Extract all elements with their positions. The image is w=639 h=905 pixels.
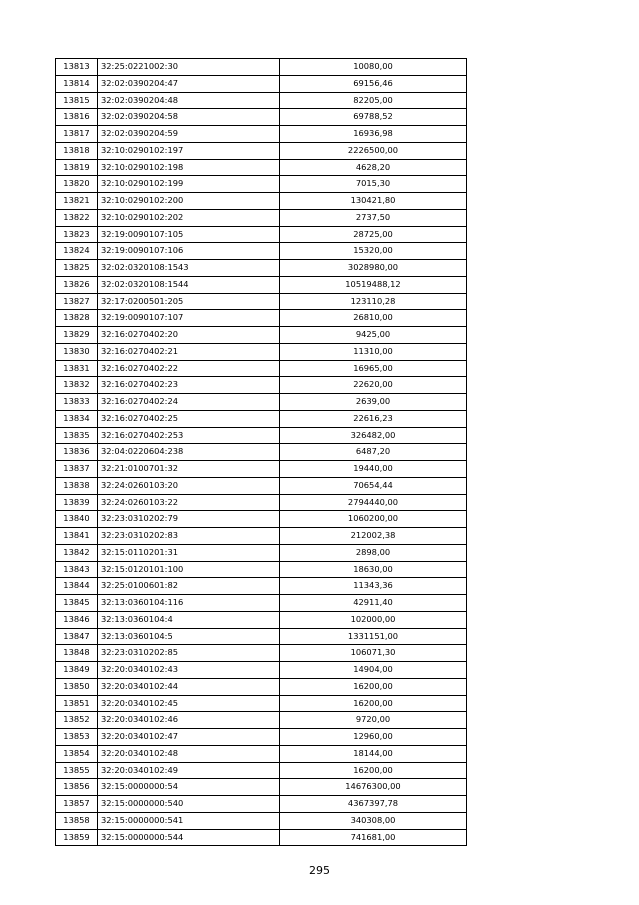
row-number-cell: 13831 bbox=[56, 360, 98, 377]
value-cell: 28725,00 bbox=[280, 226, 467, 243]
table-row bbox=[56, 645, 467, 662]
value-cell: 15320,00 bbox=[280, 243, 467, 260]
row-number-cell: 13846 bbox=[56, 611, 98, 628]
row-number-cell: 13821 bbox=[56, 193, 98, 210]
value-cell: 19440,00 bbox=[280, 461, 467, 478]
row-number-cell: 13856 bbox=[56, 779, 98, 796]
table-row bbox=[56, 209, 467, 226]
table-row bbox=[56, 796, 467, 813]
row-number-cell: 13829 bbox=[56, 327, 98, 344]
table-row bbox=[56, 260, 467, 277]
table-row bbox=[56, 712, 467, 729]
cadastral-number-cell: 32:02:0320108:1543 bbox=[98, 260, 280, 277]
table-row bbox=[56, 427, 467, 444]
value-cell: 16936,98 bbox=[280, 126, 467, 143]
value-cell: 18630,00 bbox=[280, 561, 467, 578]
cadastral-number-cell: 32:02:0390204:58 bbox=[98, 109, 280, 126]
row-number-cell: 13815 bbox=[56, 92, 98, 109]
value-cell: 22620,00 bbox=[280, 377, 467, 394]
cadastral-number-cell: 32:20:0340102:47 bbox=[98, 729, 280, 746]
table-row bbox=[56, 327, 467, 344]
value-cell: 4367397,78 bbox=[280, 796, 467, 813]
value-cell: 14904,00 bbox=[280, 662, 467, 679]
row-number-cell: 13842 bbox=[56, 544, 98, 561]
page-number: 295 bbox=[309, 864, 330, 877]
value-cell: 2226500,00 bbox=[280, 142, 467, 159]
value-cell: 16200,00 bbox=[280, 762, 467, 779]
table-row bbox=[56, 444, 467, 461]
cadastral-number-cell: 32:15:0000000:541 bbox=[98, 812, 280, 829]
table-row bbox=[56, 59, 467, 76]
cadastral-number-cell: 32:02:0390204:47 bbox=[98, 75, 280, 92]
table-row bbox=[56, 310, 467, 327]
row-number-cell: 13840 bbox=[56, 511, 98, 528]
row-number-cell: 13814 bbox=[56, 75, 98, 92]
value-cell: 11343,36 bbox=[280, 578, 467, 595]
row-number-cell: 13849 bbox=[56, 662, 98, 679]
table-row bbox=[56, 561, 467, 578]
cadastral-number-cell: 32:19:0090107:107 bbox=[98, 310, 280, 327]
value-cell: 16200,00 bbox=[280, 695, 467, 712]
cadastral-number-cell: 32:19:0090107:106 bbox=[98, 243, 280, 260]
value-cell: 2639,00 bbox=[280, 394, 467, 411]
row-number-cell: 13859 bbox=[56, 829, 98, 846]
cadastral-number-cell: 32:17:0200501:205 bbox=[98, 293, 280, 310]
value-cell: 6487,20 bbox=[280, 444, 467, 461]
value-cell: 2737,50 bbox=[280, 209, 467, 226]
row-number-cell: 13825 bbox=[56, 260, 98, 277]
table-row bbox=[56, 745, 467, 762]
table-row bbox=[56, 494, 467, 511]
row-number-cell: 13813 bbox=[56, 59, 98, 76]
table-row bbox=[56, 193, 467, 210]
row-number-cell: 13844 bbox=[56, 578, 98, 595]
table-row bbox=[56, 109, 467, 126]
value-cell: 16965,00 bbox=[280, 360, 467, 377]
row-number-cell: 13824 bbox=[56, 243, 98, 260]
row-number-cell: 13836 bbox=[56, 444, 98, 461]
cadastral-number-cell: 32:04:0220604:238 bbox=[98, 444, 280, 461]
value-cell: 14676300,00 bbox=[280, 779, 467, 796]
cadastral-number-cell: 32:24:0260103:20 bbox=[98, 477, 280, 494]
cadastral-number-cell: 32:16:0270402:25 bbox=[98, 410, 280, 427]
cadastral-number-cell: 32:10:0290102:197 bbox=[98, 142, 280, 159]
row-number-cell: 13843 bbox=[56, 561, 98, 578]
table-row bbox=[56, 276, 467, 293]
cadastral-number-cell: 32:16:0270402:22 bbox=[98, 360, 280, 377]
table-row bbox=[56, 477, 467, 494]
cadastral-number-cell: 32:19:0090107:105 bbox=[98, 226, 280, 243]
cadastral-number-cell: 32:02:0320108:1544 bbox=[98, 276, 280, 293]
row-number-cell: 13819 bbox=[56, 159, 98, 176]
table-row bbox=[56, 226, 467, 243]
cadastral-number-cell: 32:15:0000000:54 bbox=[98, 779, 280, 796]
cadastral-number-cell: 32:23:0310202:83 bbox=[98, 528, 280, 545]
cadastral-number-cell: 32:23:0310202:79 bbox=[98, 511, 280, 528]
value-cell: 4628,20 bbox=[280, 159, 467, 176]
value-cell: 26810,00 bbox=[280, 310, 467, 327]
cadastral-number-cell: 32:25:0100601:82 bbox=[98, 578, 280, 595]
cadastral-number-cell: 32:16:0270402:24 bbox=[98, 394, 280, 411]
row-number-cell: 13834 bbox=[56, 410, 98, 427]
registry-table bbox=[55, 58, 467, 846]
table-row bbox=[56, 410, 467, 427]
table-row bbox=[56, 159, 467, 176]
table-row bbox=[56, 762, 467, 779]
cadastral-number-cell: 32:25:0221002:30 bbox=[98, 59, 280, 76]
value-cell: 106071,30 bbox=[280, 645, 467, 662]
row-number-cell: 13855 bbox=[56, 762, 98, 779]
value-cell: 10080,00 bbox=[280, 59, 467, 76]
table-row bbox=[56, 662, 467, 679]
value-cell: 12960,00 bbox=[280, 729, 467, 746]
cadastral-number-cell: 32:15:0000000:544 bbox=[98, 829, 280, 846]
table-row bbox=[56, 544, 467, 561]
value-cell: 2794440,00 bbox=[280, 494, 467, 511]
row-number-cell: 13858 bbox=[56, 812, 98, 829]
row-number-cell: 13854 bbox=[56, 745, 98, 762]
cadastral-number-cell: 32:13:0360104:5 bbox=[98, 628, 280, 645]
cadastral-number-cell: 32:16:0270402:23 bbox=[98, 377, 280, 394]
row-number-cell: 13826 bbox=[56, 276, 98, 293]
cadastral-number-cell: 32:23:0310202:85 bbox=[98, 645, 280, 662]
row-number-cell: 13848 bbox=[56, 645, 98, 662]
value-cell: 340308,00 bbox=[280, 812, 467, 829]
table-row bbox=[56, 377, 467, 394]
registry-table-body bbox=[56, 59, 467, 846]
value-cell: 2898,00 bbox=[280, 544, 467, 561]
value-cell: 3028980,00 bbox=[280, 260, 467, 277]
table-row bbox=[56, 343, 467, 360]
table-row bbox=[56, 611, 467, 628]
cadastral-number-cell: 32:13:0360104:4 bbox=[98, 611, 280, 628]
row-number-cell: 13838 bbox=[56, 477, 98, 494]
cadastral-number-cell: 32:10:0290102:199 bbox=[98, 176, 280, 193]
value-cell: 1060200,00 bbox=[280, 511, 467, 528]
row-number-cell: 13832 bbox=[56, 377, 98, 394]
value-cell: 9720,00 bbox=[280, 712, 467, 729]
cadastral-number-cell: 32:16:0270402:253 bbox=[98, 427, 280, 444]
table-row bbox=[56, 394, 467, 411]
table-row bbox=[56, 528, 467, 545]
cadastral-number-cell: 32:02:0390204:59 bbox=[98, 126, 280, 143]
table-row bbox=[56, 176, 467, 193]
cadastral-number-cell: 32:20:0340102:49 bbox=[98, 762, 280, 779]
cadastral-number-cell: 32:15:0110201:31 bbox=[98, 544, 280, 561]
table-row bbox=[56, 812, 467, 829]
table-row bbox=[56, 578, 467, 595]
value-cell: 69156,46 bbox=[280, 75, 467, 92]
row-number-cell: 13857 bbox=[56, 796, 98, 813]
value-cell: 741681,00 bbox=[280, 829, 467, 846]
cadastral-number-cell: 32:16:0270402:20 bbox=[98, 327, 280, 344]
row-number-cell: 13833 bbox=[56, 394, 98, 411]
row-number-cell: 13851 bbox=[56, 695, 98, 712]
cadastral-number-cell: 32:24:0260103:22 bbox=[98, 494, 280, 511]
row-number-cell: 13845 bbox=[56, 595, 98, 612]
value-cell: 9425,00 bbox=[280, 327, 467, 344]
table-row bbox=[56, 293, 467, 310]
table-row bbox=[56, 75, 467, 92]
value-cell: 212002,38 bbox=[280, 528, 467, 545]
table-row bbox=[56, 829, 467, 846]
value-cell: 102000,00 bbox=[280, 611, 467, 628]
row-number-cell: 13847 bbox=[56, 628, 98, 645]
row-number-cell: 13828 bbox=[56, 310, 98, 327]
value-cell: 69788,52 bbox=[280, 109, 467, 126]
row-number-cell: 13827 bbox=[56, 293, 98, 310]
table-row bbox=[56, 729, 467, 746]
value-cell: 11310,00 bbox=[280, 343, 467, 360]
value-cell: 70654,44 bbox=[280, 477, 467, 494]
row-number-cell: 13850 bbox=[56, 678, 98, 695]
row-number-cell: 13839 bbox=[56, 494, 98, 511]
table-row bbox=[56, 511, 467, 528]
table-row bbox=[56, 779, 467, 796]
value-cell: 16200,00 bbox=[280, 678, 467, 695]
row-number-cell: 13841 bbox=[56, 528, 98, 545]
value-cell: 1331151,00 bbox=[280, 628, 467, 645]
row-number-cell: 13837 bbox=[56, 461, 98, 478]
value-cell: 10519488,12 bbox=[280, 276, 467, 293]
cadastral-number-cell: 32:20:0340102:48 bbox=[98, 745, 280, 762]
row-number-cell: 13816 bbox=[56, 109, 98, 126]
row-number-cell: 13820 bbox=[56, 176, 98, 193]
table-row bbox=[56, 92, 467, 109]
table-row bbox=[56, 142, 467, 159]
value-cell: 42911,40 bbox=[280, 595, 467, 612]
table-row bbox=[56, 678, 467, 695]
value-cell: 18144,00 bbox=[280, 745, 467, 762]
cadastral-number-cell: 32:21:0100701:32 bbox=[98, 461, 280, 478]
table-row bbox=[56, 243, 467, 260]
table-row bbox=[56, 126, 467, 143]
cadastral-number-cell: 32:20:0340102:43 bbox=[98, 662, 280, 679]
row-number-cell: 13852 bbox=[56, 712, 98, 729]
row-number-cell: 13823 bbox=[56, 226, 98, 243]
row-number-cell: 13817 bbox=[56, 126, 98, 143]
table-row bbox=[56, 360, 467, 377]
value-cell: 22616,23 bbox=[280, 410, 467, 427]
value-cell: 130421,80 bbox=[280, 193, 467, 210]
row-number-cell: 13853 bbox=[56, 729, 98, 746]
cadastral-number-cell: 32:10:0290102:198 bbox=[98, 159, 280, 176]
value-cell: 123110,28 bbox=[280, 293, 467, 310]
table-row bbox=[56, 628, 467, 645]
cadastral-number-cell: 32:13:0360104:116 bbox=[98, 595, 280, 612]
cadastral-number-cell: 32:20:0340102:46 bbox=[98, 712, 280, 729]
table-row bbox=[56, 461, 467, 478]
table-row bbox=[56, 695, 467, 712]
cadastral-number-cell: 32:20:0340102:44 bbox=[98, 678, 280, 695]
row-number-cell: 13835 bbox=[56, 427, 98, 444]
cadastral-number-cell: 32:20:0340102:45 bbox=[98, 695, 280, 712]
row-number-cell: 13830 bbox=[56, 343, 98, 360]
row-number-cell: 13822 bbox=[56, 209, 98, 226]
value-cell: 326482,00 bbox=[280, 427, 467, 444]
row-number-cell: 13818 bbox=[56, 142, 98, 159]
value-cell: 7015,30 bbox=[280, 176, 467, 193]
table-row bbox=[56, 595, 467, 612]
cadastral-number-cell: 32:15:0000000:540 bbox=[98, 796, 280, 813]
value-cell: 82205,00 bbox=[280, 92, 467, 109]
cadastral-number-cell: 32:10:0290102:200 bbox=[98, 193, 280, 210]
cadastral-number-cell: 32:15:0120101:100 bbox=[98, 561, 280, 578]
cadastral-number-cell: 32:02:0390204:48 bbox=[98, 92, 280, 109]
cadastral-number-cell: 32:16:0270402:21 bbox=[98, 343, 280, 360]
cadastral-number-cell: 32:10:0290102:202 bbox=[98, 209, 280, 226]
